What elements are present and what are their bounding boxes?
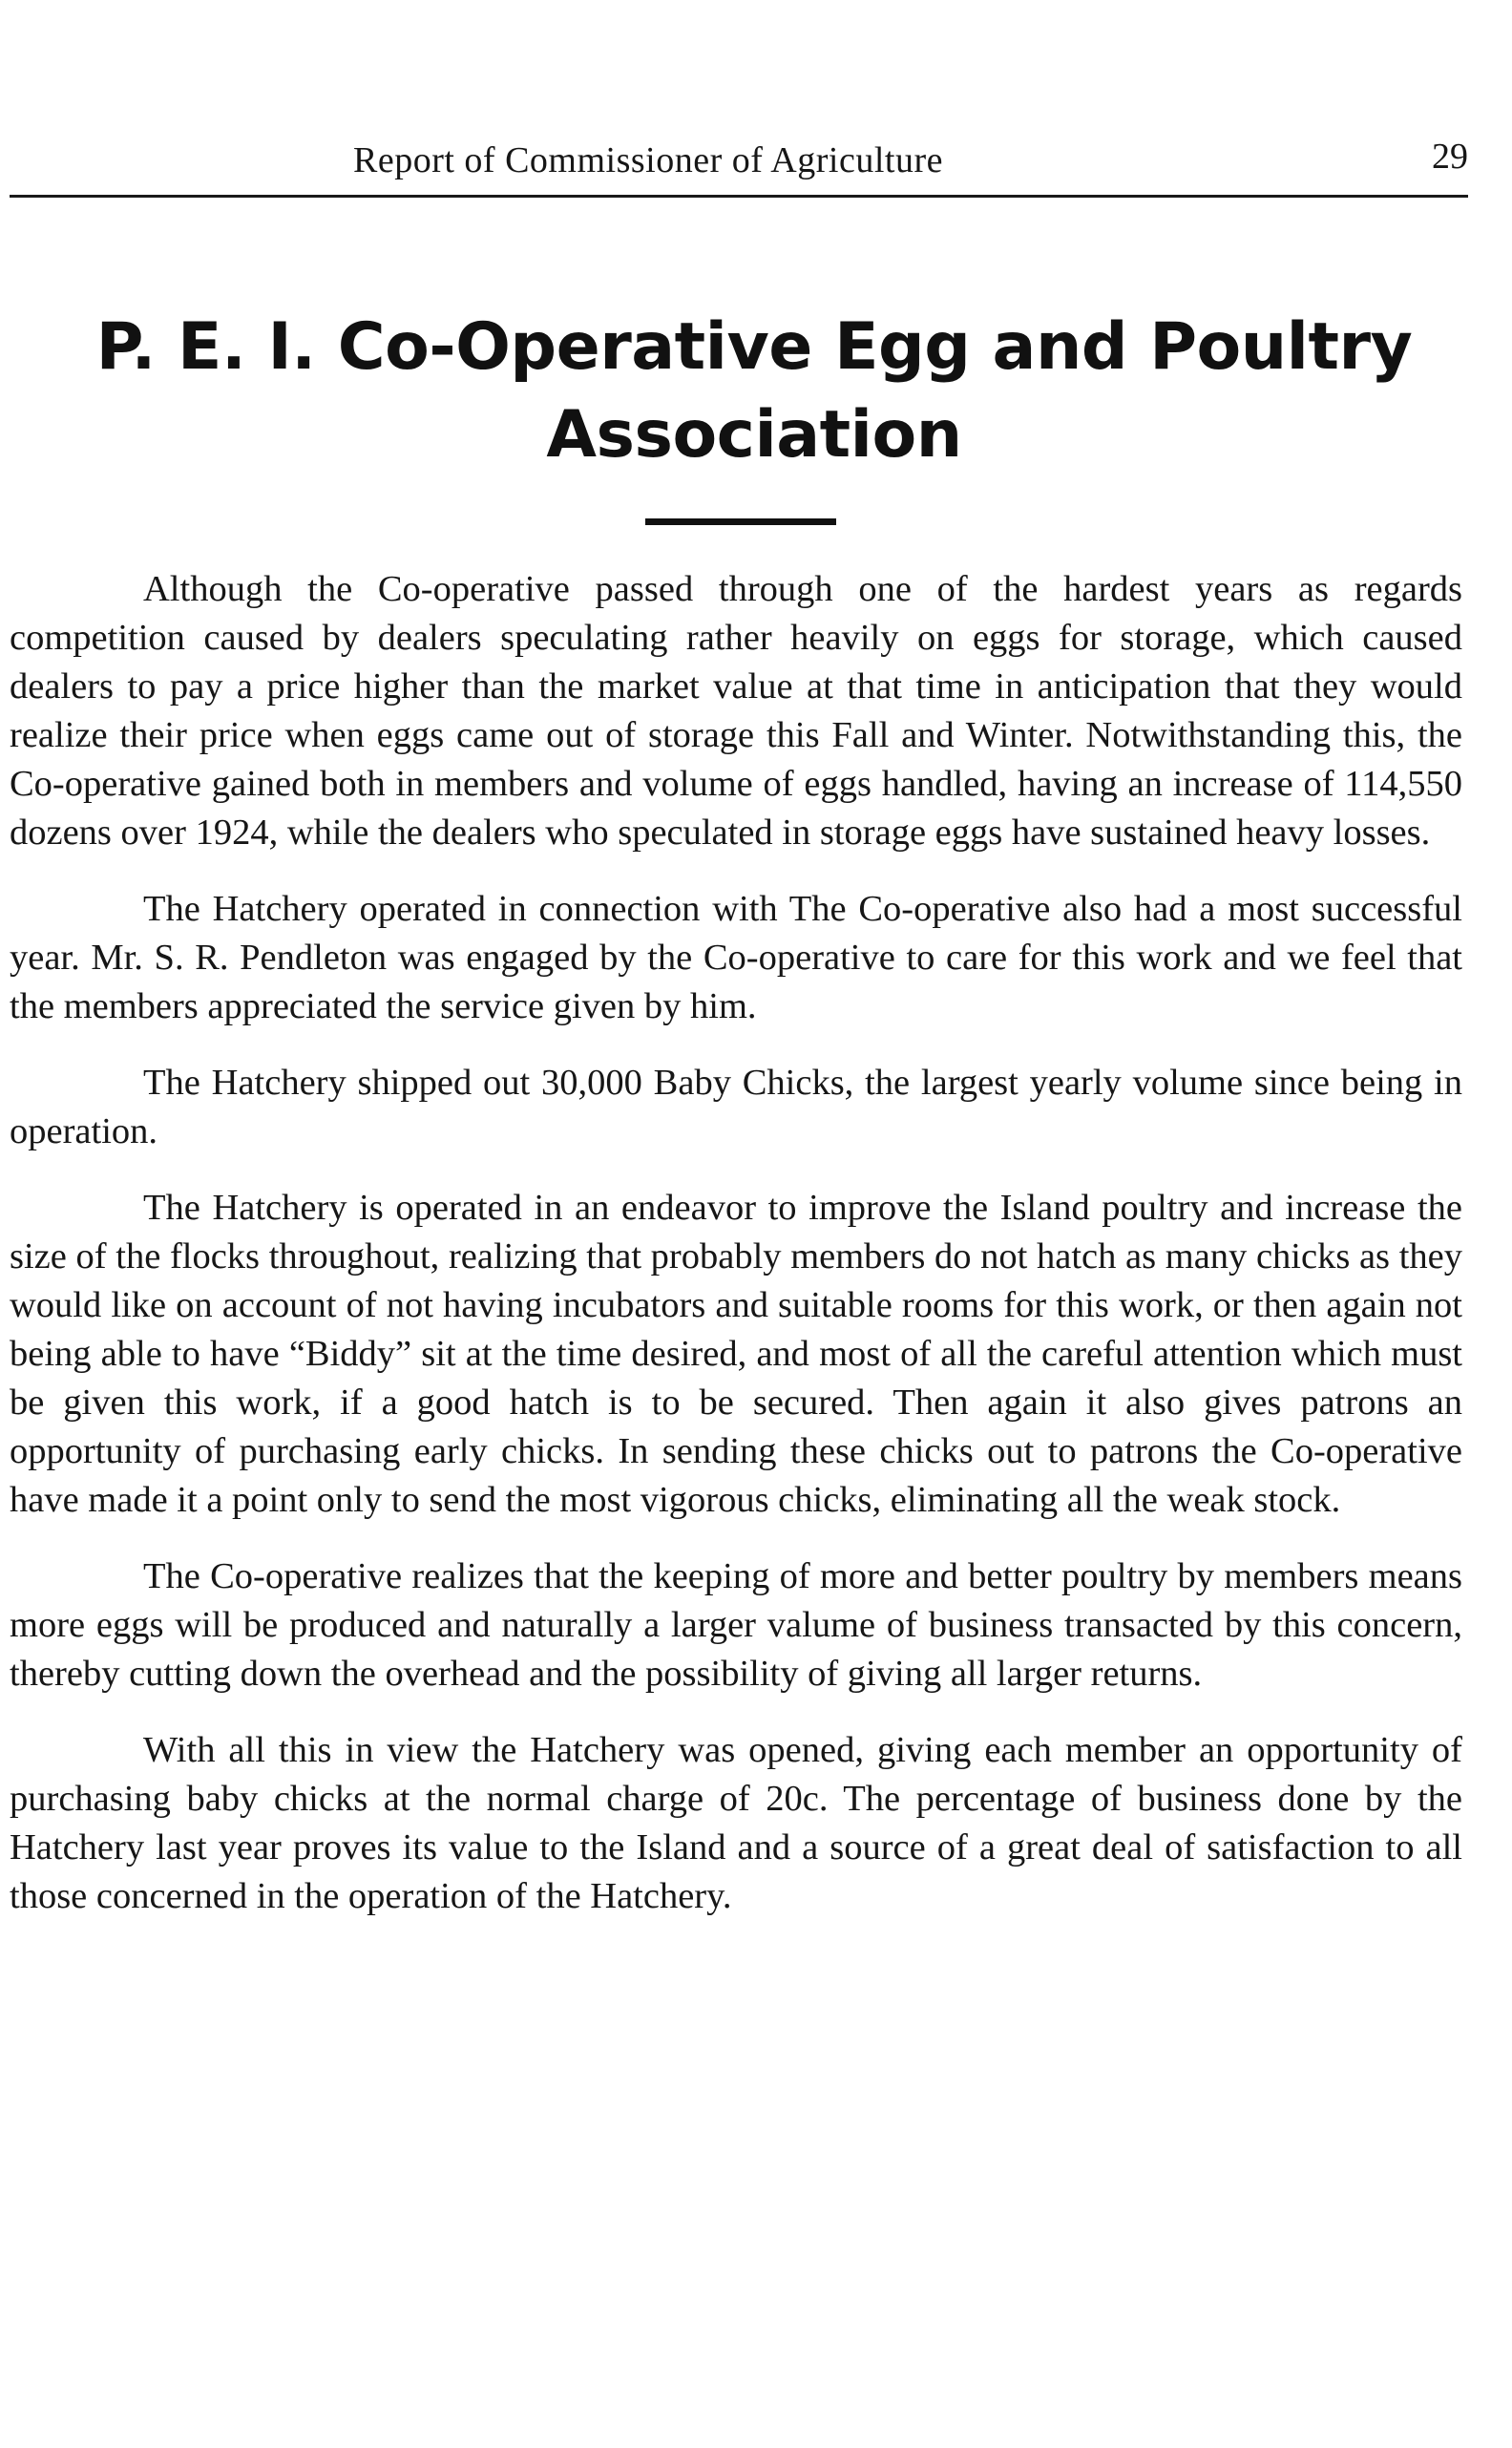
article-body (10, 565, 1462, 1949)
paragraph-baby-chicks-shipped: The Hatchery shipped out 30,000 Baby Chicks, the largest yearly volume since being in operation. (10, 1063, 1462, 1151)
paragraph-competition: Although the Co-operative passed through one of the hardest years as regards competition caused by dealers speculating rather heavily on eggs for storage, which caused dealers to pay a price higher than the market value at that time in anticipation that they would realize their price when eggs came out of storage this Fall and Winter. Notwithstanding this, the Co-operative gained both in members and volume of eggs handled, having an increase of 114,550 dozens over 1924, while the dealers who speculated in storage eggs have sustained heavy losses. (10, 569, 1462, 853)
article-title (38, 304, 1470, 479)
title-divider (645, 518, 836, 525)
running-header (10, 132, 1468, 189)
paragraph-better-poultry: The Co-operative realizes that the keeping of more and better poultry by members means more eggs will be produced and naturally a larger valume of business transacted by this concern, thereby cutting down the overhead and the possibility of giving all larger returns. (10, 1556, 1462, 1694)
running-title: Report of Commissioner of Agriculture (353, 140, 943, 180)
page-number: 29 (1432, 137, 1468, 177)
header-divider (10, 195, 1468, 198)
article-title-line-2: Association (546, 397, 962, 473)
paragraph-hatchery-purpose: The Hatchery is operated in an endeavor to improve the Island poultry and increase the size of the flocks throughout, realizing that probably members do not hatch as many chicks as they would like on account of not having incubators and suitable rooms for this work, or then again not being able to have “Biddy” sit at the time desired, and most of all the careful attention which must be given this work, if a good hatch is to be secured. Then again it also gives patrons an opportunity of purchasing early chicks. In sending these chicks out to patrons the Co-operative have made it a point only to send the most vigorous chicks, eliminating all the weak stock. (10, 1188, 1462, 1520)
article-title-line-1: P. E. I. Co-Operative Egg and Poultry (95, 309, 1413, 385)
paragraph-hatchery-year: The Hatchery operated in connection with The Co-operative also had a most successful year. Mr. S. R. Pendleton was engaged by the Co-operative to care for this work and we feel that the members appreciated the service given by him. (10, 889, 1462, 1026)
paragraph-hatchery-opened: With all this in view the Hatchery was opened, giving each member an opportunity of purchasing baby chicks at the normal charge of 20c. The percentage of business done by the Hatchery last year proves its value to the Island and a source of a great deal of satisfaction to all those concerned in the operation of the Hatchery. (10, 1730, 1462, 1916)
